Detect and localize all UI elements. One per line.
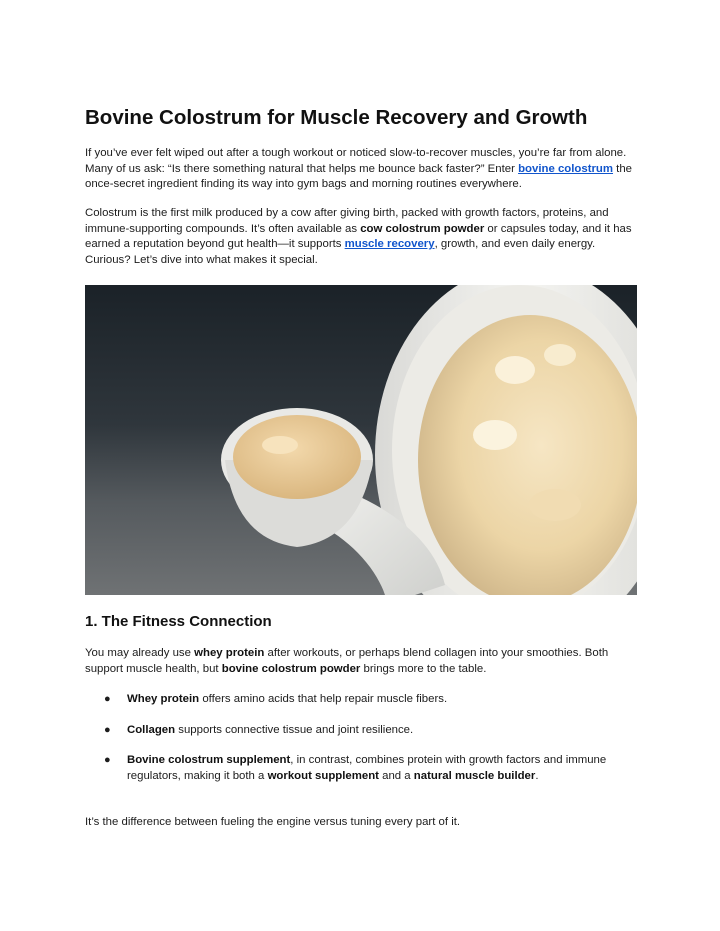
section-heading-fitness: 1. The Fitness Connection [85,613,272,630]
list-item: ● Bovine colostrum supplement, in contrast, combines protein with growth factors and immune regulators, making it both a workout supplement and a natural muscle builder. [104,754,607,782]
colostrum-powder-photo [85,285,637,595]
intro-paragraph: If you’ve ever felt wiped out after a tough workout or noticed slow-to-recover muscles, you’re far from alone. Many of us ask: “Is there something natural that helps me bounce back faster?” Enter bovine colostrum the once-secret ingredient finding its way into gym bags and morning routines everywhere. [85,147,633,191]
bullet-icon: ● [104,723,111,736]
muscle-recovery-link[interactable]: muscle recovery [344,238,435,251]
benefits-list [85,692,637,784]
bullet-icon: ● [104,754,111,767]
page-title: Bovine Colostrum for Muscle Recovery and Growth [85,106,588,129]
bovine-colostrum-link[interactable]: bovine colostrum [518,162,614,175]
fitness-paragraph: You may already use whey protein after workouts, or perhaps blend collagen into your smoothies. Both support muscle health, but bovine colostrum powder brings more to the table. [85,647,609,675]
bullet-icon: ● [104,693,111,705]
colostrum-paragraph: Colostrum is the first milk produced by a cow after giving birth, packed with growth factors, proteins, and immune-supporting compounds. It’s often available as cow colostrum powder or capsules today, and it has earned a reputation beyond gut health—it supports muscle recovery, growth, and even daily energy. Curious? Let’s dive into what makes it special. [85,207,632,266]
list-item: ● Collagen supports connective tissue and joint resilience. [85,723,637,739]
list-item: ● Whey protein offers amino acids that help repair muscle fibers. [85,692,637,708]
closing-paragraph: It’s the difference between fueling the engine versus tuning every part of it. [85,816,461,828]
